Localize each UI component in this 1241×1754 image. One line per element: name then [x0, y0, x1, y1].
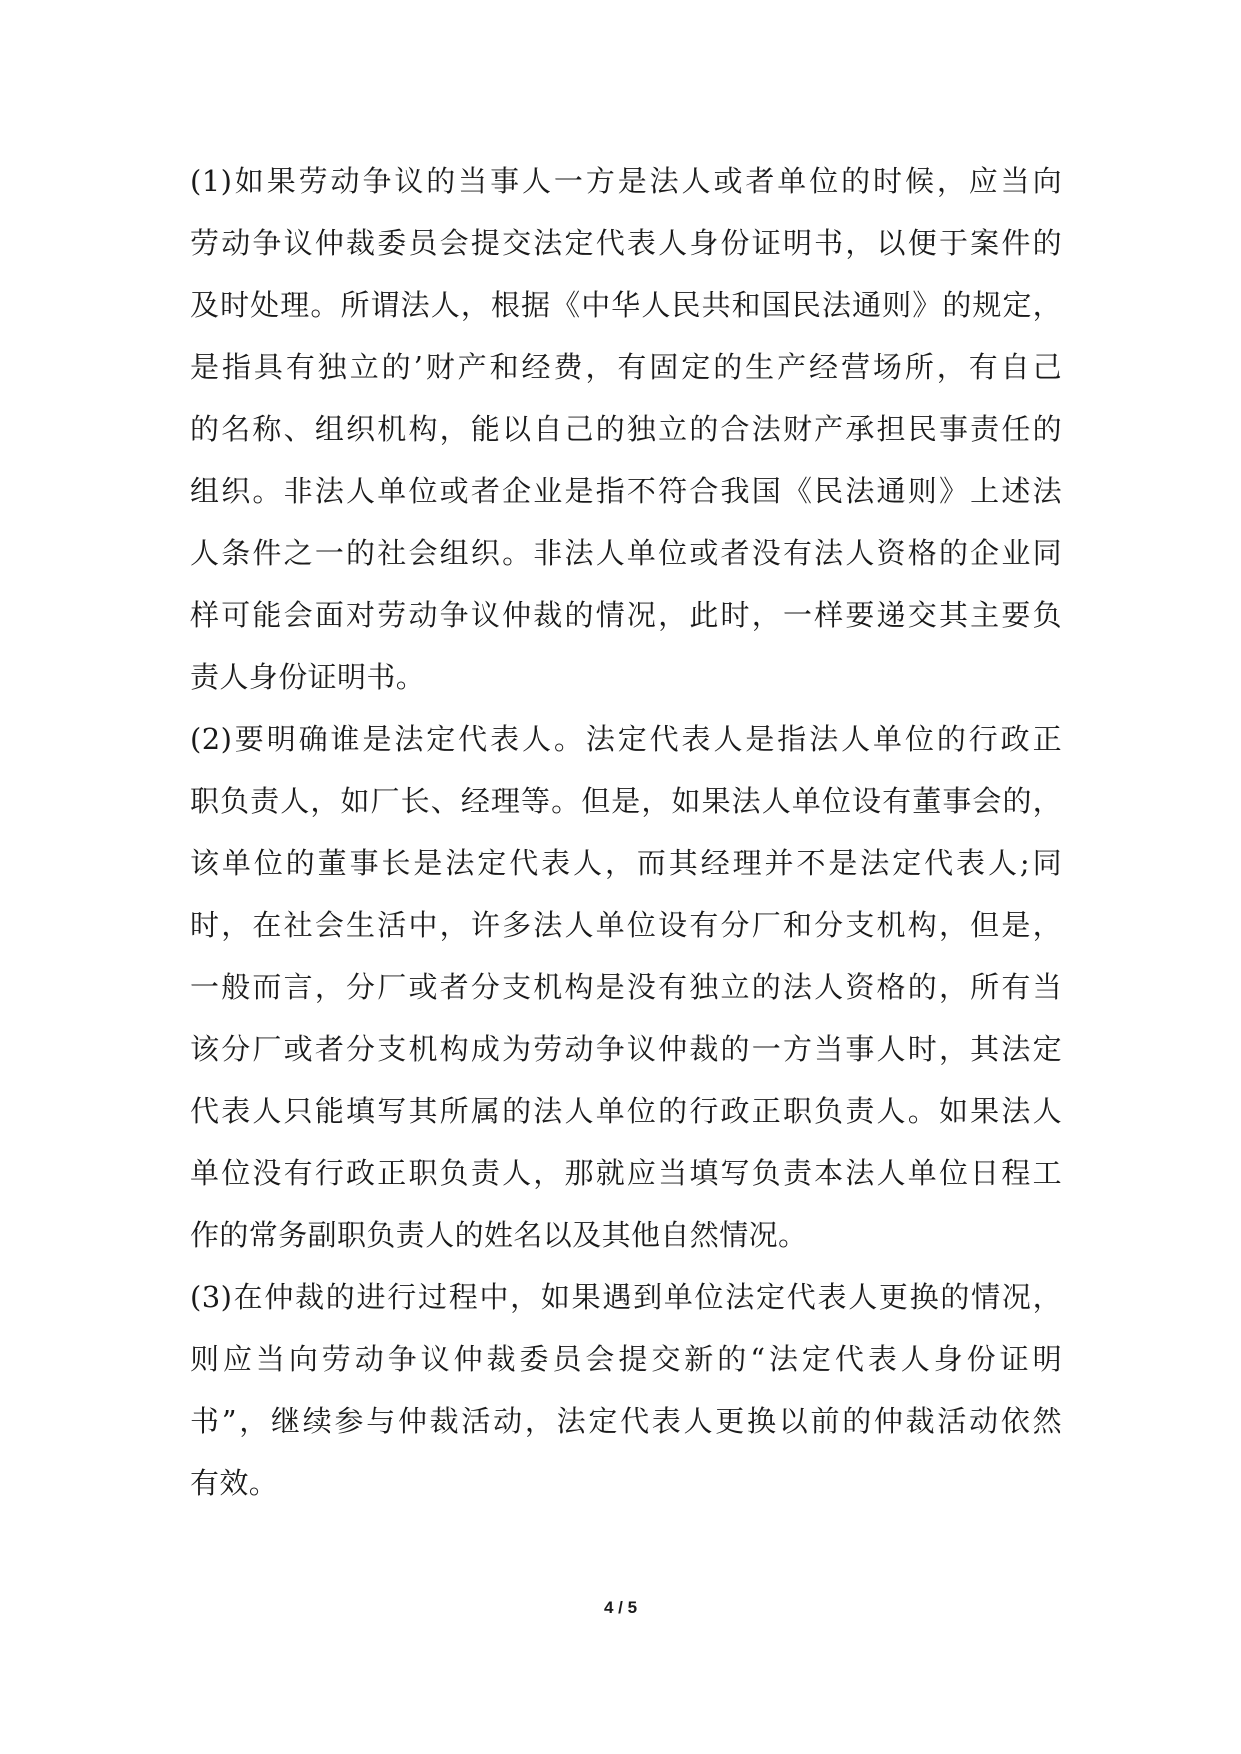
- text-line: 代表人只能填写其所属的法人单位的行政正职负责人。如果法人: [190, 1094, 1062, 1128]
- text-line: 时，在社会生活中，许多法人单位设有分厂和分支机构，但是，: [190, 908, 1062, 942]
- text-line: 样可能会面对劳动争议仲裁的情况，此时，一样要递交其主要负: [190, 598, 1062, 632]
- text-line: 及时处理。所谓法人，根据《中华人民共和国民法通则》的规定，: [190, 288, 1062, 322]
- text-line: (3)在仲裁的进行过程中，如果遇到单位法定代表人更换的情况，: [190, 1280, 1062, 1314]
- text-line: 该单位的董事长是法定代表人，而其经理并不是法定代表人;同: [190, 846, 1062, 880]
- text-line: 职负责人，如厂长、经理等。但是，如果法人单位设有董事会的，: [190, 784, 1062, 818]
- text-line: 组织。非法人单位或者企业是指不符合我国《民法通则》上述法: [190, 474, 1062, 508]
- text-line: 是指具有独立的’财产和经费，有固定的生产经营场所，有自己: [190, 350, 1062, 384]
- document-body: [190, 150, 1062, 1514]
- text-line: 单位没有行政正职负责人，那就应当填写负责本法人单位日程工: [190, 1156, 1062, 1190]
- text-line: 则应当向劳动争议仲裁委员会提交新的“法定代表人身份证明: [190, 1342, 1062, 1376]
- text-line: 人条件之一的社会组织。非法人单位或者没有法人资格的企业同: [190, 536, 1062, 570]
- text-line: 劳动争议仲裁委员会提交法定代表人身份证明书，以便于案件的: [190, 226, 1062, 260]
- text-line: (2)要明确谁是法定代表人。法定代表人是指法人单位的行政正: [190, 722, 1062, 756]
- text-line: 该分厂或者分支机构成为劳动争议仲裁的一方当事人时，其法定: [190, 1032, 1062, 1066]
- text-line: 的名称、组织机构，能以自己的独立的合法财产承担民事责任的: [190, 412, 1062, 446]
- text-line: (1)如果劳动争议的当事人一方是法人或者单位的时候，应当向: [190, 164, 1062, 198]
- page-number: 4 / 5: [603, 1598, 638, 1617]
- text-line: 书”，继续参与仲裁活动，法定代表人更换以前的仲裁活动依然: [190, 1404, 1062, 1438]
- text-line: 有效。: [190, 1466, 279, 1500]
- text-line: 责人身份证明书。: [190, 660, 426, 694]
- text-line: 作的常务副职负责人的姓名以及其他自然情况。: [190, 1218, 808, 1252]
- text-line: 一般而言，分厂或者分支机构是没有独立的法人资格的，所有当: [190, 970, 1062, 1004]
